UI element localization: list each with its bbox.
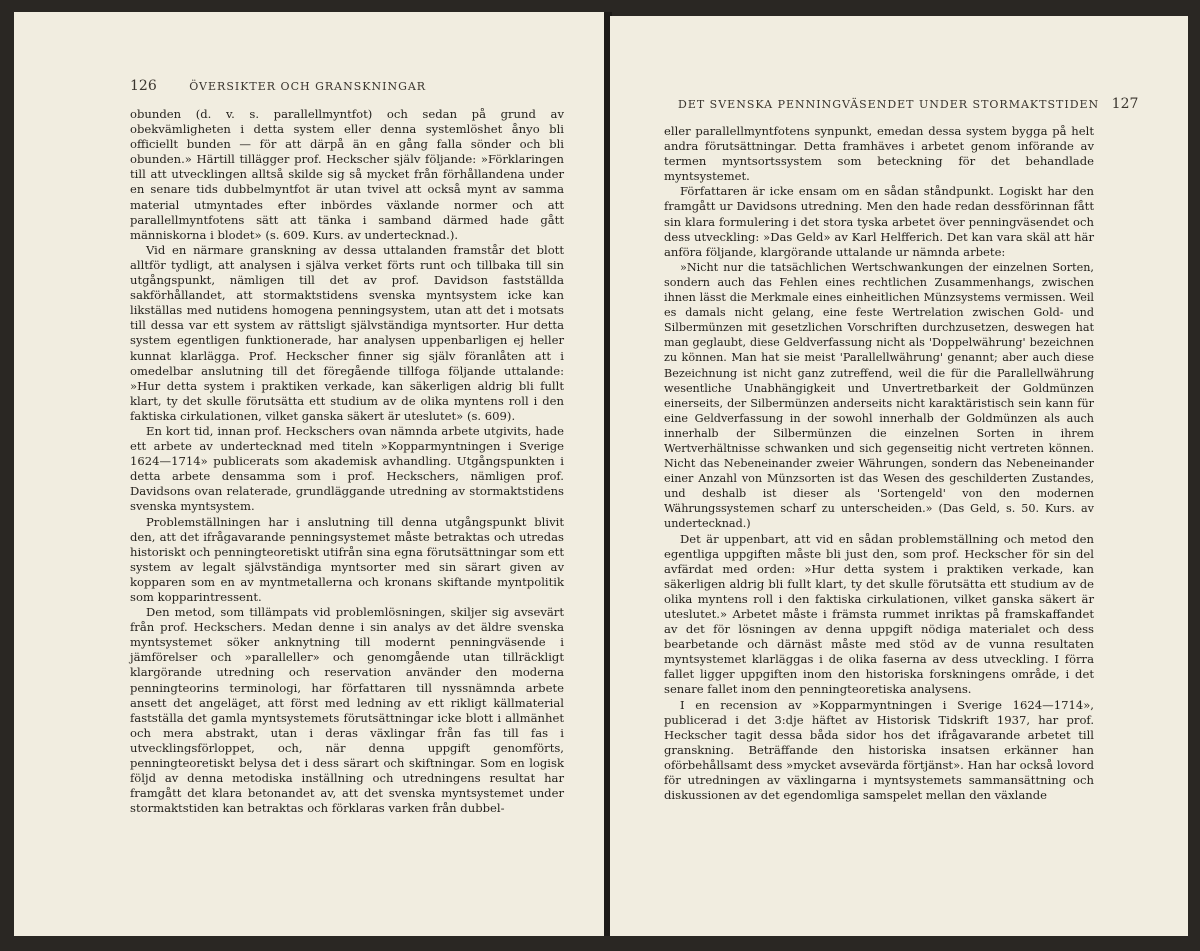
right-running-header (678, 96, 1138, 112)
right-page-number: 127 (1111, 96, 1139, 112)
left-running-header (130, 78, 426, 94)
paragraph: Problemställningen har i anslutning till denna utgångspunkt blivit den, att det ifrågavarande penningsystemet måste betraktas och utredas historiskt och penningteoretiskt utifrån sina egna förutsättningar som ett system av legalt självständiga myntsorter med sin särart given av kopparen som en av myntmetallerna och kronans skiftande myntpolitik som kopparintressent. (130, 514, 564, 604)
right-running-head: DET SVENSKA PENNINGVÄSENDET UNDER STORMAKTSTIDEN (678, 98, 1100, 111)
paragraph: I en recension av »Kopparmyntningen i Sverige 1624—1714», publicerad i det 3:dje häftet av Historisk Tidskrift 1937, har prof. Heckscher tagit dessa båda sidor hos det ifrågavarande arbetet till granskning. Beträffande den historiska insatsen erkänner han oförbehållsamt dess »mycket avsevärda förtjänst». Han har också lovord för utredningen av växlingarna i myntsystemets sammansättning och diskussionen av det egendomliga samspelet mellan den växlande (664, 697, 1094, 803)
paragraph: Vid en närmare granskning av dessa uttalanden framstår det blott alltför tydligt, att analysen i själva verket förts runt och tillbaka till sin utgångspunkt, nämligen till det av prof. Davidson fastställda sakförhållandet, att stormaktstidens svenska myntsystem icke kan likställas med nutidens homogena penningsystem, utan att det i motsats till dessa var ett system av rättsligt självständiga myntsorter. Hur detta system egentligen funktionerade, har analysen uppenbarligen ej heller kunnat klarlägga. Prof. Heckscher finner sig själv föranlåten att i omedelbar anslutning till det föregående tillfoga följande uttalande: »Hur detta system i praktiken verkade, kan säkerligen aldrig bli fullt klart, ty det skulle förutsätta ett studium av de olika myntens roll i den faktiska cirkulationen, vilket ganska säkert är uteslutet» (s. 609). (130, 242, 564, 423)
paragraph: obunden (d. v. s. parallellmyntfot) och sedan på grund av obekvämligheten i detta system eller denna systemlöshet ånyo bli officiellt bunden — för att därpå än en gång falla sönder och bli obunden.» Härtill tillägger prof. Heckscher själv följande: »Förklaringen till att utvecklingen alltså skilde sig så mycket från förhållandena under en senare tids dubbelmyntfot är utan tvivel att också mynt av samma material utmyntades efter inbördes växlande normer och att parallellmyntfotens sätt att tänka i samband därmed hade gått människorna i blodet» (s. 609. Kurs. av undertecknad.). (130, 107, 564, 242)
paragraph: En kort tid, innan prof. Heckschers ovan nämnda arbete utgivits, hade ett arbete av undertecknad med titeln »Kopparmyntningen i Sverige 1624—1714» publicerats som akademisk avhandling. Utgångspunkten i detta arbete densamma som i prof. Heckschers, nämligen prof. Davidsons ovan relaterade, grundläggande utredning av stormaktstidens svenska myntsystem. (130, 423, 564, 514)
block-quote: »Nicht nur die tatsächlichen Wertschwankungen der einzelnen Sorten, sondern auch das Fehlen eines rechtlichen Zusammenhangs, zwischen ihnen lässt die Merkmale eines einheitlichen Münzsystems vermissen. Weil es damals nicht gelang, eine feste Wertrelation zwischen Gold- und Silbermünzen mit gesetzlichen Vorschriften durchzusetzen, deswegen hat man geglaubt, diese Geldverfassung nicht als 'Doppelwährung' bezeichnen zu können. Man hat sie meist 'Parallellwährung' genannt; aber auch diese Bezeichnung ist nicht ganz zutreffend, weil die für die Parallellwährung wesentliche Unabhängigkeit und Unvertretbarkeit der Goldmünzen einerseits, der Silbermünzen anderseits nicht karaktäristisch sein kann für eine Geldverfassung in der sowohl innerhalb der Goldmünzen als auch innerhalb der Silbermünzen die einzelnen Sorten in ihrem Wertverhältnisse schwanken und sich gegenseitig nicht vertreten können. Nicht das Nebeneinander zweier Währungen, sondern das Nebeneinander einer Anzahl von Münzsorten ist das Wesen des geschilderten Zustandes, und deshalb ist dieser als 'Sortengeld' von den modernen Währungssystemen scharf zu unterscheiden.» (Das Geld, s. 50. Kurs. av undertecknad.) (664, 260, 1094, 531)
paragraph: Författaren är icke ensam om en sådan ståndpunkt. Logiskt har den framgått ur Davidsons utredning. Men den hade redan dessförinnan fått sin klara formulering i det stora tyska arbetet över penningväsendet och dess utveckling: »Das Geld» av Karl Helfferich. Det kan vara skäl att här anföra följande, klargörande uttalande ur nämnda arbete: (664, 184, 1094, 259)
right-body-text (664, 124, 1094, 803)
paragraph: Den metod, som tillämpats vid problemlösningen, skiljer sig avsevärt från prof. Heckschers. Medan denne i sin analys av det äldre svenska myntsystemet söker anknytning till modernt penningväsende i jämförelser och »paralleller» och genomgående utan tillräckligt klargörande utredning och reservation använder den moderna penningteorins terminologi, har författaren till nyssnämnda arbete ansett det angeläget, att först med ledning av ett rikligt källmaterial fastställa det gamla myntsystemets förutsättningar icke blott i allmänhet och mera abstrakt, utan i deras växlingar från fas till fas i utvecklingsförloppet, och, när denna uppgift genomförts, penningteoretiskt belysa det i dess särart och skiftningar. Som en logisk följd av denna metodiska inställning och utredningens resultat har framgått det klara betonandet av, att det svenska myntsystemet under stormaktstiden kan betraktas och förklaras varken från dubbel- (130, 605, 564, 816)
paragraph: Det är uppenbart, att vid en sådan problemställning och metod den egentliga uppgiften måste bli just den, som prof. Heckscher för sin del avfärdat med orden: »Hur detta system i praktiken verkade, kan säkerligen aldrig bli fullt klart, ty det skulle förutsätta ett studium av de olika myntens roll i den faktiska cirkulationen, vilket ganska säkert är uteslutet.» Arbetet måste i främsta rummet inriktas på framskaffandet av det för lösningen av denna uppgift nödiga materialet och dess bearbetande och därnäst måste med stöd av de vunna resultaten myntsystemet klarläggas i de olika faserna av dess utveckling. I förra fallet ligger uppgiften inom den historiska forskningens område, i det senare fallet inom den penningteoretiska analysens. (664, 531, 1094, 697)
right-page (610, 16, 1188, 936)
left-body-text (130, 107, 564, 816)
left-page-number: 126 (130, 78, 157, 94)
left-running-head: ÖVERSIKTER OCH GRANSKNINGAR (189, 80, 427, 93)
left-page (14, 12, 606, 936)
paragraph: eller parallellmyntfotens synpunkt, emedan dessa system bygga på helt andra förutsättningar. Detta framhäves i arbetet genom införande av termen myntsortssystem som beteckning för det behandlade myntsystemet. (664, 124, 1094, 184)
